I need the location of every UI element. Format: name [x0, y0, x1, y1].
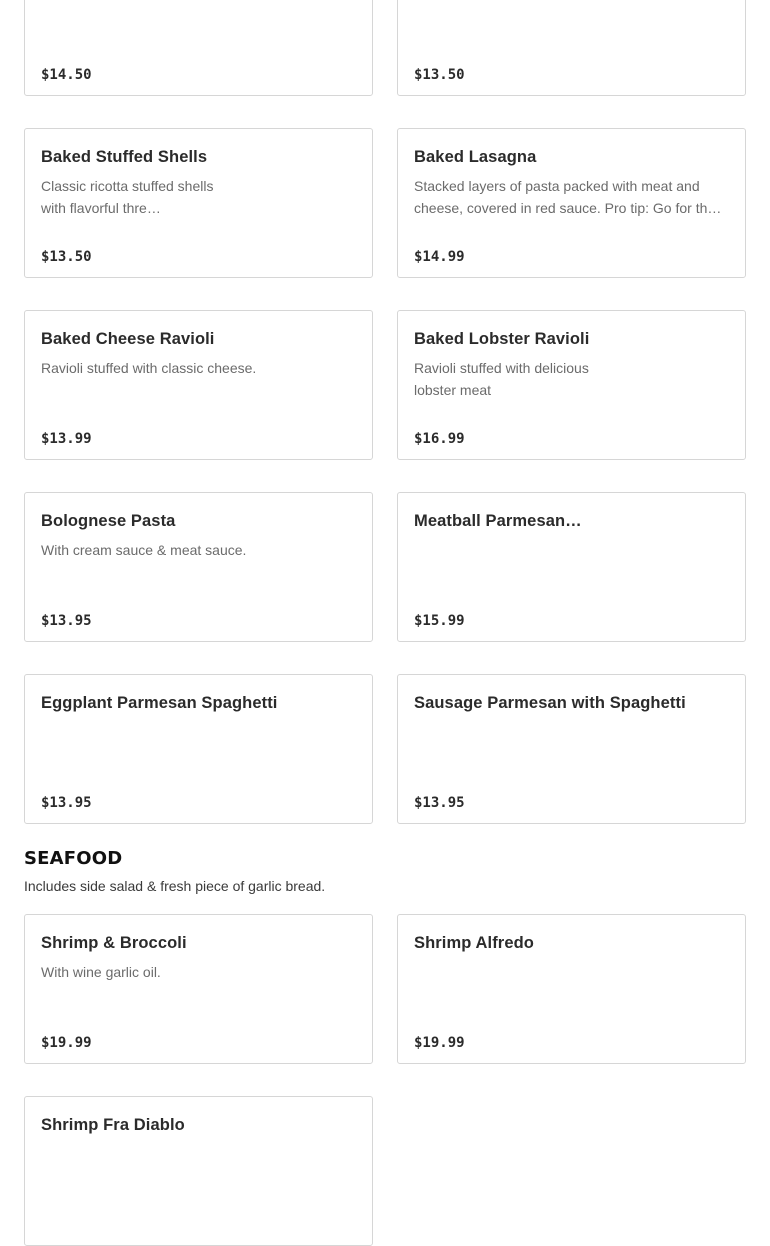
menu-item-card[interactable] [24, 914, 373, 1064]
menu-item-card[interactable] [397, 914, 746, 1064]
menu-item-price: $14.50 [41, 67, 92, 83]
menu-item-price: $13.50 [41, 249, 92, 265]
menu-item-card[interactable] [397, 310, 746, 460]
menu-item-description: Ravioli stuffed with classic cheese. [41, 360, 257, 376]
menu-item-name: Baked Cheese Ravioli [41, 330, 215, 348]
menu-item-price: $13.95 [41, 613, 92, 629]
menu-item-price: $13.99 [41, 431, 92, 447]
menu-item-name: Bolognese Pasta [41, 512, 176, 530]
menu-item-price: $13.95 [41, 795, 92, 811]
menu-item-card[interactable] [397, 128, 746, 278]
menu-item-price: $19.99 [41, 1035, 92, 1051]
menu-item-description: Classic ricotta stuffed shells with flavorful thre… [41, 178, 214, 216]
menu-item-name: Sausage Parmesan with Spaghetti [414, 694, 686, 712]
menu-item-card[interactable] [397, 0, 746, 96]
menu-item-card[interactable] [24, 492, 373, 642]
menu-item-card[interactable] [397, 674, 746, 824]
menu-item-name: Eggplant Parmesan Spaghetti [41, 694, 278, 712]
menu-item-price: $14.99 [414, 249, 465, 265]
menu-item-card[interactable] [24, 0, 373, 96]
menu-item-card[interactable] [24, 1096, 373, 1246]
menu-item-description: Ravioli stuffed with delicious lobster meat [414, 360, 589, 398]
menu-item-price: $13.95 [414, 795, 465, 811]
menu-item-name: Shrimp Fra Diablo [41, 1116, 185, 1134]
menu-item-name: Baked Stuffed Shells [41, 148, 208, 166]
menu-item-description: Stacked layers of pasta packed with meat and cheese, covered in red sauce. Pro tip: Go for th… [414, 178, 722, 216]
menu-item-card[interactable] [24, 128, 373, 278]
section-title-seafood: SEAFOOD [24, 848, 123, 869]
menu-item-card[interactable] [24, 674, 373, 824]
menu-item-card[interactable] [397, 492, 746, 642]
menu-item-description: With cream sauce & meat sauce. [41, 542, 247, 558]
menu-item-card[interactable] [24, 310, 373, 460]
menu-item-description: With wine garlic oil. [41, 964, 161, 980]
menu-item-price: $15.99 [414, 613, 465, 629]
menu-item-name: Shrimp & Broccoli [41, 934, 187, 952]
section-subtitle-seafood: Includes side salad & fresh piece of garlic bread. [24, 878, 326, 894]
menu-item-name: Baked Lobster Ravioli [414, 330, 590, 348]
menu-item-price: $19.99 [414, 1035, 465, 1051]
menu-item-name: Shrimp Alfredo [414, 934, 534, 952]
menu-item-price: $16.99 [414, 431, 465, 447]
menu-item-name: Baked Lasagna [414, 148, 537, 166]
menu-item-price: $13.50 [414, 67, 465, 83]
menu-item-name: Meatball Parmesan… [414, 512, 582, 530]
